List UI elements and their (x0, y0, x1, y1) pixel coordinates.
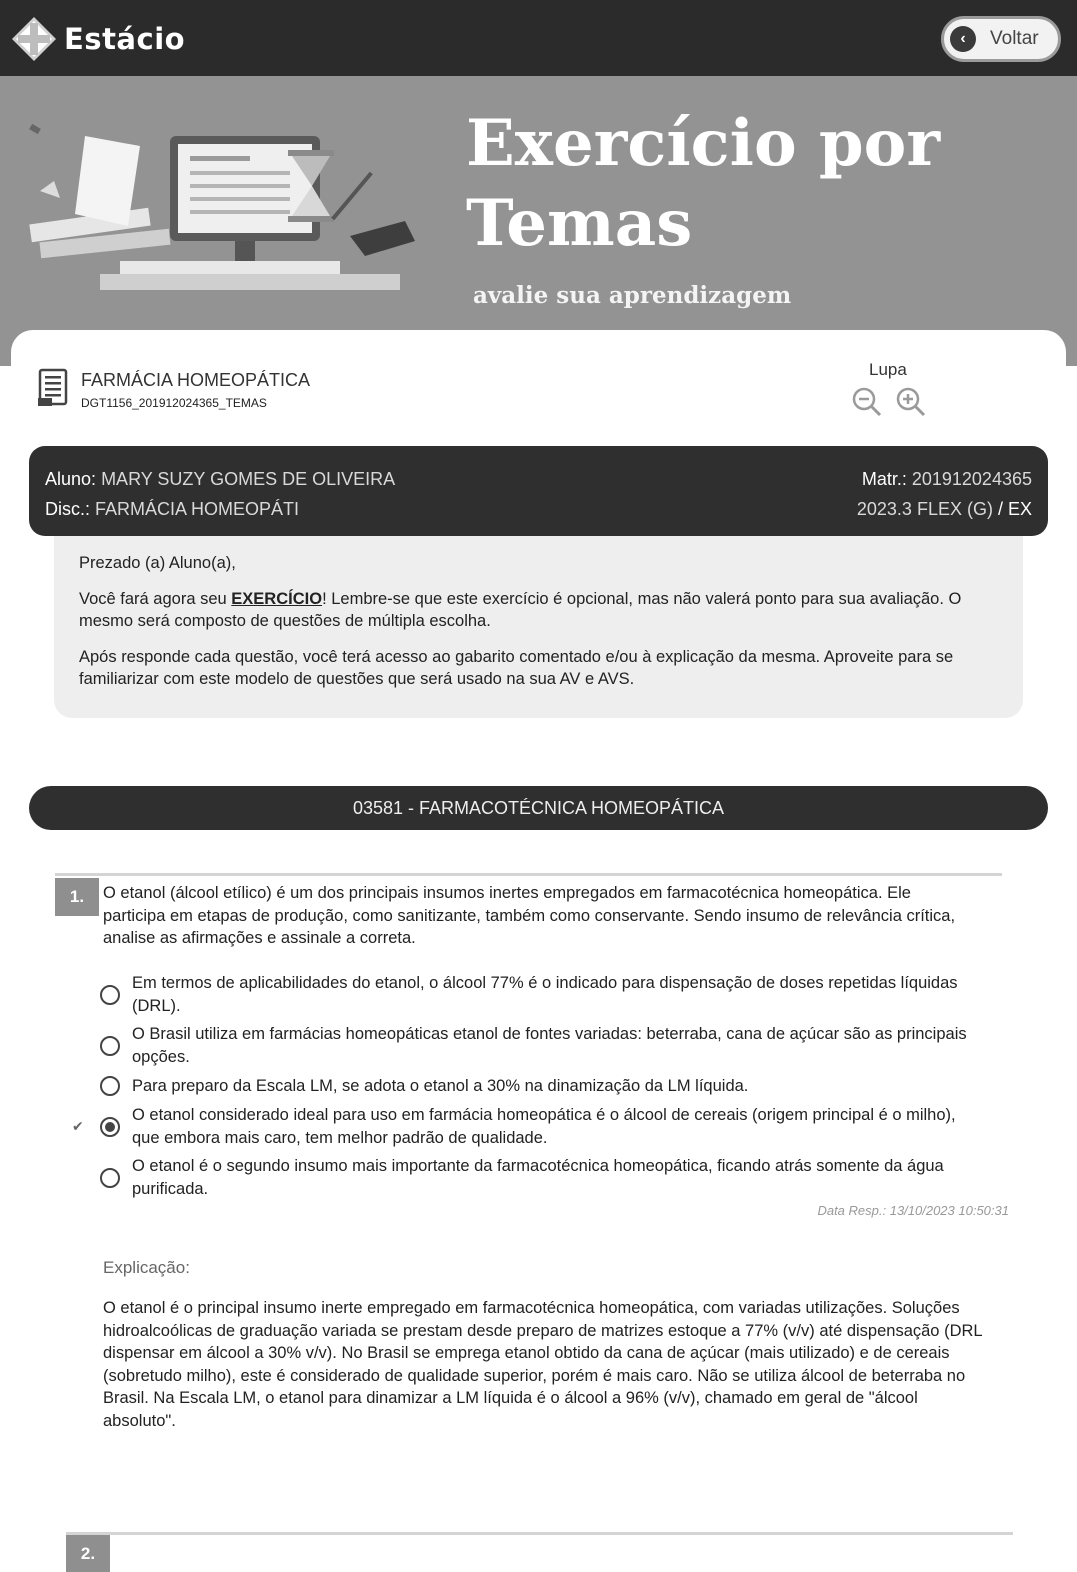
radio-button[interactable] (100, 1076, 120, 1096)
radio-button[interactable] (100, 985, 120, 1005)
question-1-number: 1. (55, 878, 99, 916)
notice-p1-after: ! Lembre-se que este exercício é opcional, mas não valerá ponto para sua avaliação. O mesmo será composto de questões de múltipla escolha. (79, 590, 962, 630)
course-title: FARMÁCIA HOMEOPÁTICA (81, 370, 311, 390)
answer-date: Data Resp.: 13/10/2023 10:50:31 (817, 1203, 1009, 1218)
estacio-diamond-icon (10, 15, 58, 63)
option-text: Em termos de aplicabilidades do etanol, o álcool 77% é o indicado para dispensação de doses repetidas líquidas (DRL). (132, 974, 958, 1015)
question-2-divider (66, 1532, 1013, 1535)
radio-button[interactable] (100, 1168, 120, 1188)
question-1-option-c[interactable] (100, 1075, 980, 1098)
correct-check-icon: ✔ (72, 1118, 84, 1134)
mode: EX (1007, 499, 1032, 519)
question-1-option-d[interactable] (100, 1104, 980, 1149)
student-info-bar (29, 446, 1048, 536)
banner-title-line1: Exercício por (466, 106, 941, 181)
top-bar (0, 0, 1077, 76)
radio-button-selected[interactable] (100, 1117, 120, 1137)
notice-paragraph-2: Após responde cada questão, você terá acesso ao gabarito comentado e/ou à explicação da mesma. Aproveite para se familiarizar com este modelo de questões que será usado na sua AV e AVS. (79, 648, 954, 688)
document-list-icon (38, 368, 70, 408)
explanation-label: Explicação: (103, 1258, 190, 1277)
back-button-label: Voltar (990, 28, 1039, 49)
notice-paragraph-1 (79, 588, 998, 632)
zoom-controls (851, 386, 927, 423)
banner-title (466, 104, 940, 264)
banner-subtitle: avalie sua aprendizagem (473, 282, 792, 309)
disc-name: FARMÁCIA HOMEOPÁTI (95, 499, 300, 519)
question-1-option-b[interactable] (100, 1023, 980, 1068)
zoom-out-icon[interactable] (851, 386, 883, 423)
aluno-name: MARY SUZY GOMES DE OLIVEIRA (101, 469, 396, 489)
question-1-text: O etanol (álcool etílico) é um dos principais insumos inertes empregados em farmacotécnica homeopática. Ele participa em etapas de produção, como sanitizante, também como conservante. Sendo insumo de relevância crítica, analise as afirmações e assinale a correta. (103, 884, 956, 947)
period: 2023.3 FLEX (G) (856, 499, 993, 519)
course-code: DGT1156_201912024365_TEMAS (81, 396, 267, 410)
option-text: Para preparo da Escala LM, se adota o etanol a 30% na dinamização da LM líquida. (132, 1077, 749, 1095)
student-info-right (857, 464, 1032, 524)
radio-button[interactable] (100, 1036, 120, 1056)
aluno-label: Aluno: (45, 469, 97, 489)
hero-banner (0, 76, 1077, 366)
notice-p1-before: Você fará agora seu (79, 590, 232, 608)
option-text: O etanol considerado ideal para uso em farmácia homeopática é o álcool de cereais (origem principal é o milho), que embora mais caro, tem melhor padrão de qualidade. (132, 1106, 956, 1147)
option-text: O etanol é o segundo insumo mais importante da farmacotécnica homeopática, ficando atrás somente da água purificada. (132, 1157, 944, 1198)
zoom-in-icon[interactable] (895, 386, 927, 423)
banner-title-line2: Temas (466, 186, 693, 261)
period-separator: / (992, 499, 1008, 519)
exam-illustration (20, 106, 440, 316)
option-text: O Brasil utiliza em farmácias homeopáticas etanol de fontes variadas: beterraba, cana de açúcar são as principais opções. (132, 1025, 967, 1066)
notice-greeting: Prezado (a) Aluno(a), (79, 554, 236, 572)
question-1-divider (55, 873, 1002, 876)
logo-text: Estácio (64, 22, 186, 56)
zoom-label: Lupa (869, 360, 907, 379)
section-header: 03581 - FARMACOTÉCNICA HOMEOPÁTICA (29, 786, 1048, 830)
matr-label: Matr.: (861, 469, 907, 489)
instructions-box (54, 536, 1023, 718)
question-2-number: 2. (66, 1535, 110, 1572)
question-1-option-a[interactable] (100, 972, 980, 1017)
exercicio-emphasis: EXERCÍCIO (231, 590, 323, 608)
back-button[interactable] (941, 16, 1061, 62)
disc-label: Disc.: (45, 499, 90, 519)
estacio-logo[interactable] (10, 15, 185, 63)
question-1-option-e[interactable] (100, 1155, 980, 1200)
explanation-text: O etanol é o principal insumo inerte empregado em farmacotécnica homeopática, com variadas utilizações. Soluções hidroalcoólicas de graduação variada se prestam desde preparo de matrizes estoque a 77% (v/v) até dispensação (DRL dispensar em álcool a 30% v/v). No Brasil se emprega etanol obtido da cana de açúcar (mais utilizado) e de cereais (sobretudo milho), este é considerado de qualidade superior, porém é mais caro. Não se utiliza álcool de beterraba no Brasil. Na Escala LM, o etanol para dinamizar a LM líquida é o álcool a 96% (v/v), chamado em geral de "álcool absoluto". (103, 1299, 982, 1430)
chevron-left-icon: ‹ (950, 26, 976, 52)
matr-value: 201912024365 (911, 469, 1032, 489)
student-info-left (45, 464, 395, 524)
